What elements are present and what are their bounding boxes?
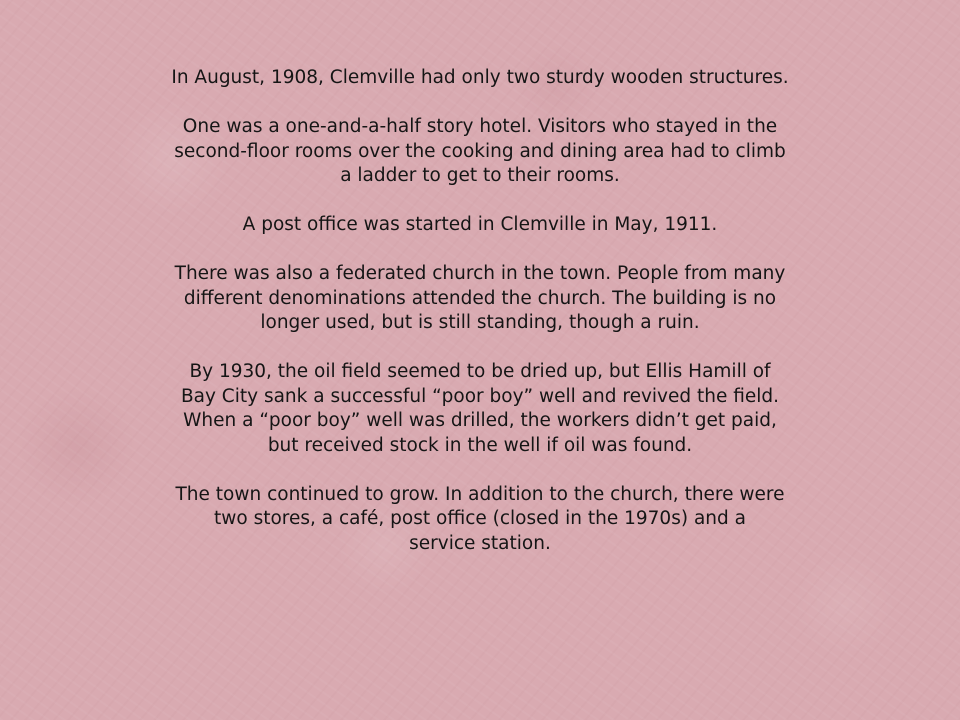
text-line: By 1930, the oil field seemed to be dried up, but Ellis Hamill of xyxy=(189,361,771,382)
text-line: second-floor rooms over the cooking and dining area had to climb xyxy=(174,140,786,162)
text-line: longer used, but is still standing, though a ruin. xyxy=(260,312,700,333)
text-line: When a “poor boy” well was drilled, the workers didn’t get paid, xyxy=(183,410,777,431)
paragraph-post-office xyxy=(130,213,830,238)
text-line: In August, 1908, Clemville had only two sturdy wooden structures. xyxy=(171,67,789,88)
text-line: One was a one-and-a-half story hotel. Visitors who stayed in the xyxy=(182,116,778,137)
text-line: Bay City sank a successful “poor boy” well and revived the field. xyxy=(180,385,780,407)
text-line: There was also a federated church in the town. People from many xyxy=(174,263,786,284)
paragraph-hotel xyxy=(130,115,830,189)
paragraph-oil-field xyxy=(130,360,830,458)
text-line: service station. xyxy=(409,532,551,554)
text-line: The town continued to grow. In addition to the church, there were xyxy=(175,483,785,505)
slide-body-text xyxy=(130,66,830,556)
text-line: but received stock in the well if oil was found. xyxy=(267,434,693,456)
paragraph-wooden-structures xyxy=(130,66,830,91)
text-line: a ladder to get to their rooms. xyxy=(340,165,620,186)
text-line: two stores, a café, post office (closed in the 1970s) and a xyxy=(214,508,746,529)
text-line: A post office was started in Clemville in May, 1911. xyxy=(242,214,718,235)
paragraph-church xyxy=(130,262,830,336)
paragraph-town-growth xyxy=(130,483,830,557)
text-line: different denominations attended the church. The building is no xyxy=(183,287,777,309)
